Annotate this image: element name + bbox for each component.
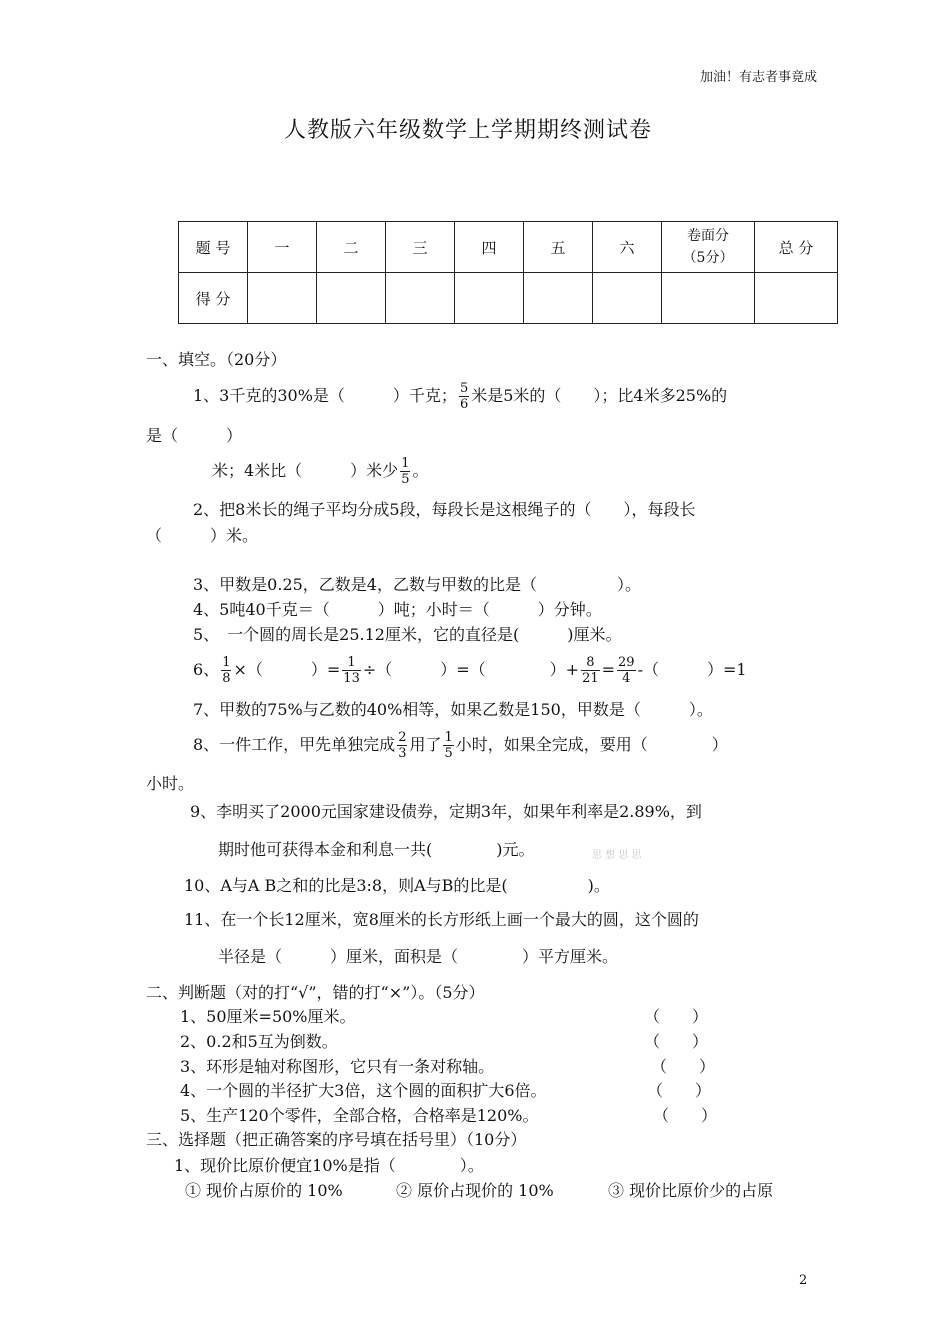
score-table-col: 五 xyxy=(524,222,593,273)
q1-line1 xyxy=(193,378,727,414)
score-table-col: 三 xyxy=(386,222,455,273)
score-table-score-row xyxy=(179,273,838,324)
q11-line1: 11、在一个长12厘米，宽8厘米的长方形纸上画一个最大的圆，这个圆的 xyxy=(184,910,699,929)
q8b: 用了 xyxy=(409,735,442,754)
page-number: 2 xyxy=(799,1273,808,1288)
q1b: 米是5米的（ ）；比4米多25%的 xyxy=(471,386,728,405)
section1-title: 一、填空。（20分） xyxy=(146,350,287,369)
q8-line1 xyxy=(193,727,728,763)
score-table-paper-col xyxy=(662,222,755,273)
q11-line2: 半径是（ ）厘米，面积是（ ）平方厘米。 xyxy=(218,947,619,966)
q8a: 8、一件工作，甲先单独完成 xyxy=(193,735,396,754)
fraction: $\frac{2}{3}$ xyxy=(398,730,407,761)
score-table-col: 二 xyxy=(317,222,386,273)
q6-eq: = xyxy=(601,660,616,679)
section3-title: 三、选择题（把正确答案的序号填在括号里）（10分） xyxy=(146,1130,527,1149)
score-cell[interactable] xyxy=(317,273,386,324)
q6-mid1: ×（ ）= xyxy=(233,660,341,679)
paper-col-line2: （5分） xyxy=(682,250,734,266)
choice-option-1: ① 现价占原价的 10% xyxy=(185,1181,343,1200)
q1a: 1、3千克的30%是（ ）千克； xyxy=(193,386,457,405)
judge-item: 1、50厘米=50%厘米。 xyxy=(180,1007,356,1026)
q8-line2: 小时。 xyxy=(146,774,195,793)
q1e: 。 xyxy=(412,461,429,480)
q10: 10、A与A B之和的比是3:8，则A与B的比是( )。 xyxy=(184,876,610,895)
page-title: 人教版六年级数学上学期期终测试卷 xyxy=(284,118,653,143)
q1-line2: 是（ ） xyxy=(146,426,243,445)
q9-line1: 9、李明买了2000元国家建设债券，定期3年，如果年利率是2.89%，到 xyxy=(190,802,702,821)
q7: 7、甲数的75%与乙数的40%相等，如果乙数是150，甲数是（ ）。 xyxy=(193,700,713,719)
q2-line1: 2、把8米长的绳子平均分成5段，每段长是这根绳子的（ ），每段长 xyxy=(193,500,696,519)
q9-line2: 期时他可获得本金和利息一共( )元。 xyxy=(218,840,535,859)
judge-item: 5、生产120个零件，全部合格，合格率是120%。 xyxy=(180,1106,539,1125)
q6 xyxy=(193,652,747,688)
judge-bracket[interactable]: （ ） xyxy=(651,1057,716,1076)
q3: 3、甲数是0.25，乙数是4，乙数与甲数的比是（ ）。 xyxy=(193,575,641,594)
fraction: $\frac{1}{5}$ xyxy=(444,730,453,761)
score-table-label: 得 分 xyxy=(179,273,248,324)
faint-watermark-text: 思 想 思 思 xyxy=(592,850,642,861)
q4: 4、5吨40千克＝（ ）吨；小时＝（ ）分钟。 xyxy=(193,600,602,619)
q6-mid2: ÷（ ）=（ ）+ xyxy=(362,660,580,679)
score-cell[interactable] xyxy=(524,273,593,324)
score-table-col: 四 xyxy=(455,222,524,273)
choice-option-2: ② 原价占现价的 10% xyxy=(396,1181,554,1200)
score-cell[interactable] xyxy=(455,273,524,324)
q6-end: -（ ）=1 xyxy=(637,660,747,679)
q1-line3 xyxy=(212,453,428,489)
q2-line2: （ ）米。 xyxy=(146,526,259,545)
choice-option-3: ③ 现价比原价少的占原 xyxy=(608,1181,774,1200)
score-table-total-col: 总 分 xyxy=(755,222,838,273)
judge-bracket[interactable]: （ ） xyxy=(647,1081,712,1100)
score-table-label: 题 号 xyxy=(179,222,248,273)
fraction: $\frac{1}{5}$ xyxy=(401,456,410,487)
score-cell[interactable] xyxy=(662,273,755,324)
q6-prefix: 6、 xyxy=(193,660,220,679)
q5: 5、 一个圆的周长是25.12厘米，它的直径是( )厘米。 xyxy=(193,625,622,644)
fraction: $\frac{29}{4}$ xyxy=(618,655,635,686)
q8c: 小时，如果全完成，要用（ ） xyxy=(455,735,728,754)
q1d: 米；4米比（ ）米少 xyxy=(212,461,399,480)
score-table-col: 六 xyxy=(593,222,662,273)
score-cell[interactable] xyxy=(248,273,317,324)
choice-q1: 1、现价比原价便宜10%是指（ ）。 xyxy=(174,1156,484,1175)
judge-bracket[interactable]: （ ） xyxy=(644,1007,709,1026)
fraction: $\frac{1}{8}$ xyxy=(222,655,231,686)
score-table-col: 一 xyxy=(248,222,317,273)
judge-item: 4、一个圆的半径扩大3倍，这个圆的面积扩大6倍。 xyxy=(180,1081,547,1100)
header-note: 加油！有志者事竟成 xyxy=(700,70,818,85)
score-table xyxy=(178,221,838,324)
fraction: $\frac{5}{6}$ xyxy=(459,381,469,412)
section2-title: 二、判断题（对的打“√”，错的打“×”）。（5分） xyxy=(146,983,485,1002)
fraction: $\frac{1}{13}$ xyxy=(343,655,360,686)
score-cell[interactable] xyxy=(593,273,662,324)
judge-bracket[interactable]: （ ） xyxy=(644,1032,709,1051)
paper-col-line1: 卷面分 xyxy=(687,228,729,244)
score-cell[interactable] xyxy=(386,273,455,324)
judge-bracket[interactable]: （ ） xyxy=(653,1106,718,1125)
judge-item: 2、0.2和5互为倒数。 xyxy=(180,1032,338,1051)
score-cell[interactable] xyxy=(755,273,838,324)
score-table-header-row xyxy=(179,222,838,273)
fraction: $\frac{8}{21}$ xyxy=(582,655,599,686)
judge-item: 3、环形是轴对称图形，它只有一条对称轴。 xyxy=(180,1057,495,1076)
